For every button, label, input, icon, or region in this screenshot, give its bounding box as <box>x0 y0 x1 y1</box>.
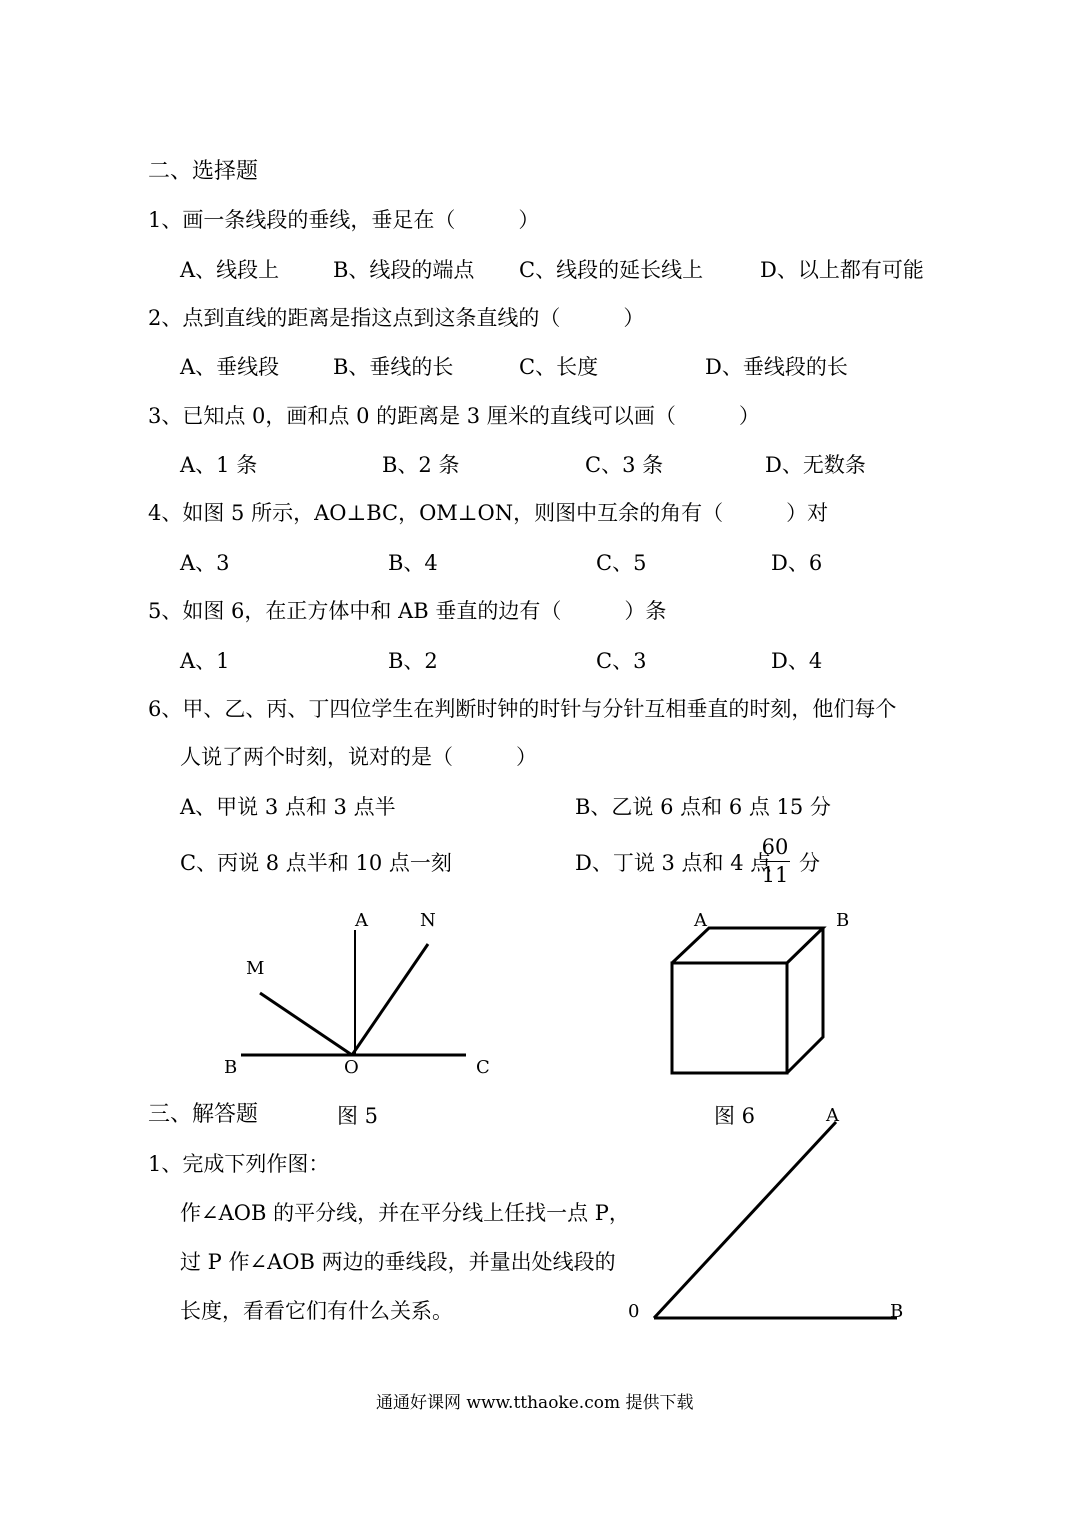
section-title-choice: 二、选择题 <box>148 159 259 184</box>
angle-label-b: B <box>890 1301 904 1322</box>
question-6-option-d: D、丁说 3 点和 4 点 <box>575 851 772 875</box>
section-title-answer: 三、解答题 <box>148 1102 259 1127</box>
section3-question-1-title: 1、完成下列作图： <box>148 1152 330 1176</box>
footer-credit: 通通好课网 www.tthaoke.com 提供下载 <box>376 1393 694 1413</box>
question-3-option-a: A、1 条 <box>180 453 258 477</box>
question-4-option-b: B、4 <box>388 551 438 575</box>
question-2-option-d: D、垂线段的长 <box>705 355 848 379</box>
question-2-option-a: A、垂线段 <box>180 355 280 379</box>
question-3-stem: 3、已知点 0，画和点 0 的距离是 3 厘米的直线可以画（ ） <box>148 404 760 428</box>
figure-5-lines <box>241 930 466 1055</box>
section3-question-1-line-3: 长度，看看它们有什么关系。 <box>180 1299 453 1323</box>
fig5-label-m: M <box>246 958 265 979</box>
question-3-option-b: B、2 条 <box>382 453 460 477</box>
fig6-label-a: A <box>694 910 707 931</box>
question-6-option-b: B、乙说 6 点和 6 点 15 分 <box>575 795 831 819</box>
fraction-numerator: 60 <box>761 835 789 859</box>
cube-side-face <box>787 928 823 1073</box>
question-1-option-d: D、以上都有可能 <box>760 258 924 282</box>
question-3-option-d: D、无数条 <box>765 453 866 477</box>
fig5-label-b: B <box>224 1057 238 1078</box>
question-1-option-b: B、线段的端点 <box>333 258 475 282</box>
fig5-label-o: O <box>344 1057 359 1078</box>
question-6-stem-line-2: 人说了两个时刻，说对的是（ ） <box>180 745 537 769</box>
question-4-option-d: D、6 <box>771 551 823 575</box>
question-1-option-c: C、线段的延长线上 <box>519 258 704 282</box>
fig5-label-c: C <box>476 1057 490 1078</box>
question-5-option-d: D、4 <box>771 649 823 673</box>
section3-question-1-line-2: 过 P 作∠AOB 两边的垂线段，并量出处线段的 <box>180 1250 616 1274</box>
figure-5-caption: 图 5 <box>337 1104 379 1128</box>
question-5-option-b: B、2 <box>388 649 438 673</box>
question-6-stem-line-1: 6、甲、乙、丙、丁四位学生在判断时钟的时针与分针互相垂直的时刻，他们每个 <box>148 697 897 721</box>
angle-label-a: A <box>826 1105 839 1126</box>
fig5-label-a: A <box>355 910 368 931</box>
question-5-option-a: A、1 <box>180 649 230 673</box>
cube-front-face <box>672 963 787 1073</box>
question-2-option-c: C、长度 <box>519 355 599 379</box>
ray-OA <box>654 1122 836 1318</box>
question-2-option-b: B、垂线的长 <box>333 355 454 379</box>
fig6-label-b: B <box>836 910 850 931</box>
fig5-line-OM <box>260 993 352 1055</box>
cube-top-face <box>672 928 823 963</box>
figure-6-caption: 图 6 <box>714 1104 756 1128</box>
question-5-option-c: C、3 <box>596 649 647 673</box>
question-2-stem: 2、点到直线的距离是指这点到这条直线的（ ） <box>148 306 645 330</box>
question-5-stem: 5、如图 6，在正方体中和 AB 垂直的边有（ ）条 <box>148 599 667 623</box>
section3-question-1-line-1: 作∠AOB 的平分线，并在平分线上任找一点 P， <box>180 1201 630 1225</box>
question-4-option-c: C、5 <box>596 551 647 575</box>
question-6-option-a: A、甲说 3 点和 3 点半 <box>180 795 396 819</box>
fig5-line-ON <box>352 944 428 1055</box>
question-1-option-a: A、线段上 <box>180 258 280 282</box>
question-4-stem: 4、如图 5 所示，AO⊥BC，OM⊥ON，则图中互余的角有（ ）对 <box>148 501 829 525</box>
question-3-option-c: C、3 条 <box>585 453 664 477</box>
angle-aob-figure <box>654 1122 897 1318</box>
question-6-fraction-suffix: 分 <box>799 851 820 875</box>
question-4-option-a: A、3 <box>180 551 230 575</box>
question-6-option-c: C、丙说 8 点半和 10 点一刻 <box>180 851 452 875</box>
angle-label-o: 0 <box>628 1301 640 1322</box>
figure-6-cube <box>672 928 823 1073</box>
fig5-label-n: N <box>420 910 436 931</box>
question-1-stem: 1、画一条线段的垂线，垂足在（ ） <box>148 208 540 232</box>
fraction-denominator: 11 <box>761 863 789 887</box>
